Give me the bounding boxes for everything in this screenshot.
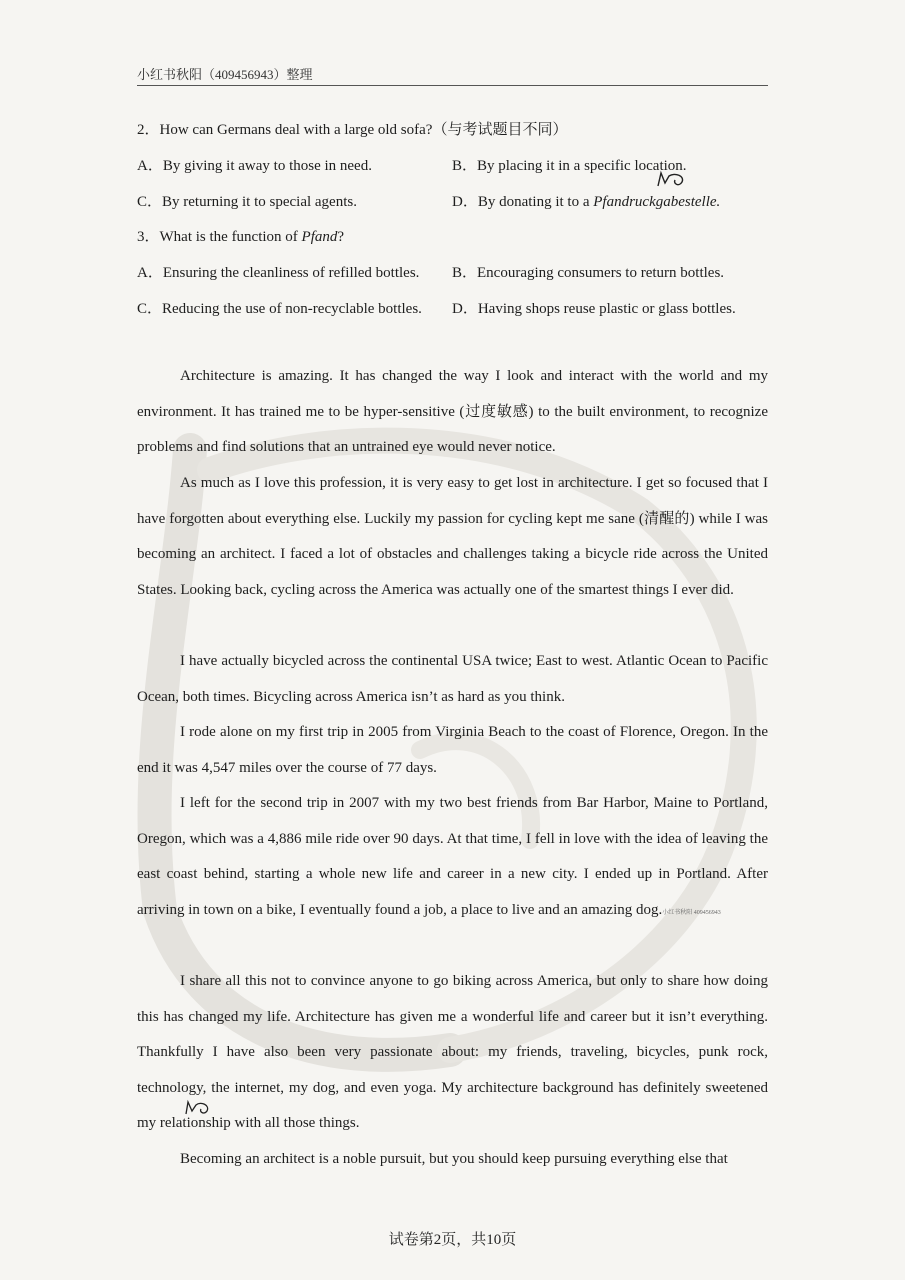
question-3-option-c: C．Reducing the use of non-recyclable bottles. [137,301,422,317]
passage-paragraph-1: Architecture is amazing. It has changed the way I look and interact with the world and my environment. It has trained me to be hyper-sensitive (过度敏感) to the built environment, to recognize problems and find solutions that an untrained eye would never notice. [137,368,768,456]
page-header: 小红书秋阳（409456943）整理 [137,67,313,82]
question-2-option-c: C．By returning it to special agents. [137,194,357,210]
question-3-option-d: D．Having shops reuse plastic or glass bottles. [452,301,736,317]
question-2-option-d [452,190,720,211]
passage-paragraph-2: As much as I love this profession, it is very easy to get lost in architecture. I get so focused that I have forgotten about everything else. Luckily my passion for cycling kept me sane (清醒的) while I was becoming an architect. I faced a lot of obstacles and challenges taking a bicycle ride across the United States. Looking back, cycling across the America was actually one of the smartest things I ever did. [137,475,768,598]
question-2-option-b: B．By placing it in a specific location. [452,158,687,174]
question-3-option-a: A．Ensuring the cleanliness of refilled bottles. [137,265,420,281]
question-3-stem-text: 3．What is the function of [137,229,302,245]
question-2-option-a: A．By giving it away to those in need. [137,158,372,174]
passage-paragraph-3: I have actually bicycled across the continental USA twice; East to west. Atlantic Ocean to Pacific Ocean, both times. Bicycling across America isn’t as hard as you think. [137,653,768,705]
passage-paragraph-5 [137,786,768,931]
passage-paragraph-6: I share all this not to convince anyone to go biking across America, but only to share how doing this has changed my life. Architecture has given me a wonderful life and career but it isn’t everything. Thankfully I have also been very passionate about: my friends, traveling, bicycles, punk rock, technology, the internet, my dog, and even yoga. My architecture background has definitely sweetened my relationship with all those things. [137,973,768,1132]
header-divider [137,85,768,86]
question-3-option-b: B．Encouraging consumers to return bottles. [452,265,725,281]
question-2-stem: 2．How can Germans deal with a large old sofa?（与考试题目不同） [137,122,568,138]
page-footer: 试卷第2页，共10页 [388,1232,517,1248]
question-3-stem [137,225,344,246]
paragraph-5-text: I left for the second trip in 2007 with my two best friends from Bar Harbor, Maine to Portland, Oregon, which was a 4,886 mile ride over 90 days. At that time, I fell in love with the idea of leaving the east coast behind, starting a whole new life and career in a new city. I ended up in Portland. After arriving in town on a bike, I eventually found a job, a place to live and an amazing dog. [137,795,768,918]
inline-watermark-text: 小红书秋阳 409456943 [662,909,721,916]
passage-paragraph-7: Becoming an architect is a noble pursuit, but you should keep pursuing everything else that [180,1151,728,1167]
question-3-italic-term: Pfand [301,229,338,245]
passage-paragraph-4: I rode alone on my first trip in 2005 from Virginia Beach to the coast of Florence, Oregon. In the end it was 4,547 miles over the course of 77 days. [137,724,768,776]
option-d-text: D．By donating it to a [452,194,594,210]
option-d-italic-term: Pfandruckgabestelle. [593,194,721,210]
question-3-stem-end: ? [337,229,345,245]
